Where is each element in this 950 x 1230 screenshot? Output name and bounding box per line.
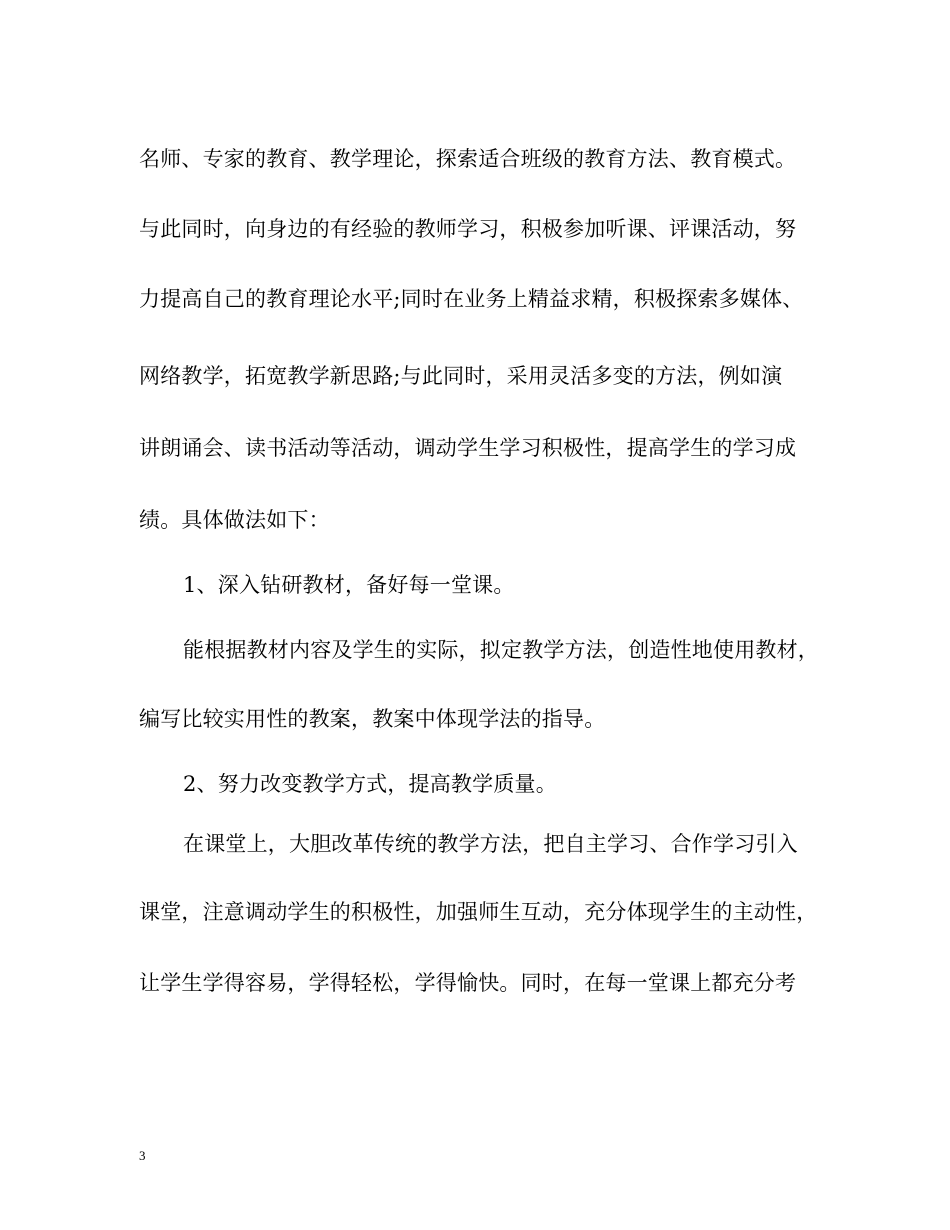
text-line: 网络教学，拓宽教学新思路;与此同时，采用灵活多变的方法，例如演: [139, 364, 783, 388]
text-line: 力提高自己的教育理论水平;同时在业务上精益求精，积极探索多媒体、: [139, 287, 804, 311]
text-line: 在课堂上，大胆改革传统的教学方法，把自主学习、合作学习引入: [183, 832, 798, 856]
text-line: 绩。具体做法如下：: [139, 508, 330, 532]
text-line: 讲朗诵会、读书活动等活动，调动学生学习积极性，提高学生的学习成: [139, 436, 797, 460]
text-line: 让学生学得容易，学得轻松，学得愉快。同时，在每一堂课上都充分考: [139, 971, 797, 995]
list-heading-2: 2、努力改变教学方式，提高教学质量。: [183, 772, 557, 796]
text-line: 名师、专家的教育、教学理论，探索适合班级的教育方法、教育模式。: [139, 147, 797, 171]
page-number: 3: [139, 1148, 146, 1163]
list-heading-1: 1、深入钻研教材，备好每一堂课。: [183, 573, 515, 597]
text-line: 能根据教材内容及学生的实际，拟定教学方法，创造性地使用教材，: [183, 638, 819, 662]
text-line: 编写比较实用性的教案，教案中体现学法的指导。: [139, 707, 606, 731]
text-line: 与此同时，向身边的有经验的教师学习，积极参加听课、评课活动，努: [139, 217, 797, 241]
text-line: 课堂，注意调动学生的积极性，加强师生互动，充分体现学生的主动性，: [139, 900, 818, 924]
